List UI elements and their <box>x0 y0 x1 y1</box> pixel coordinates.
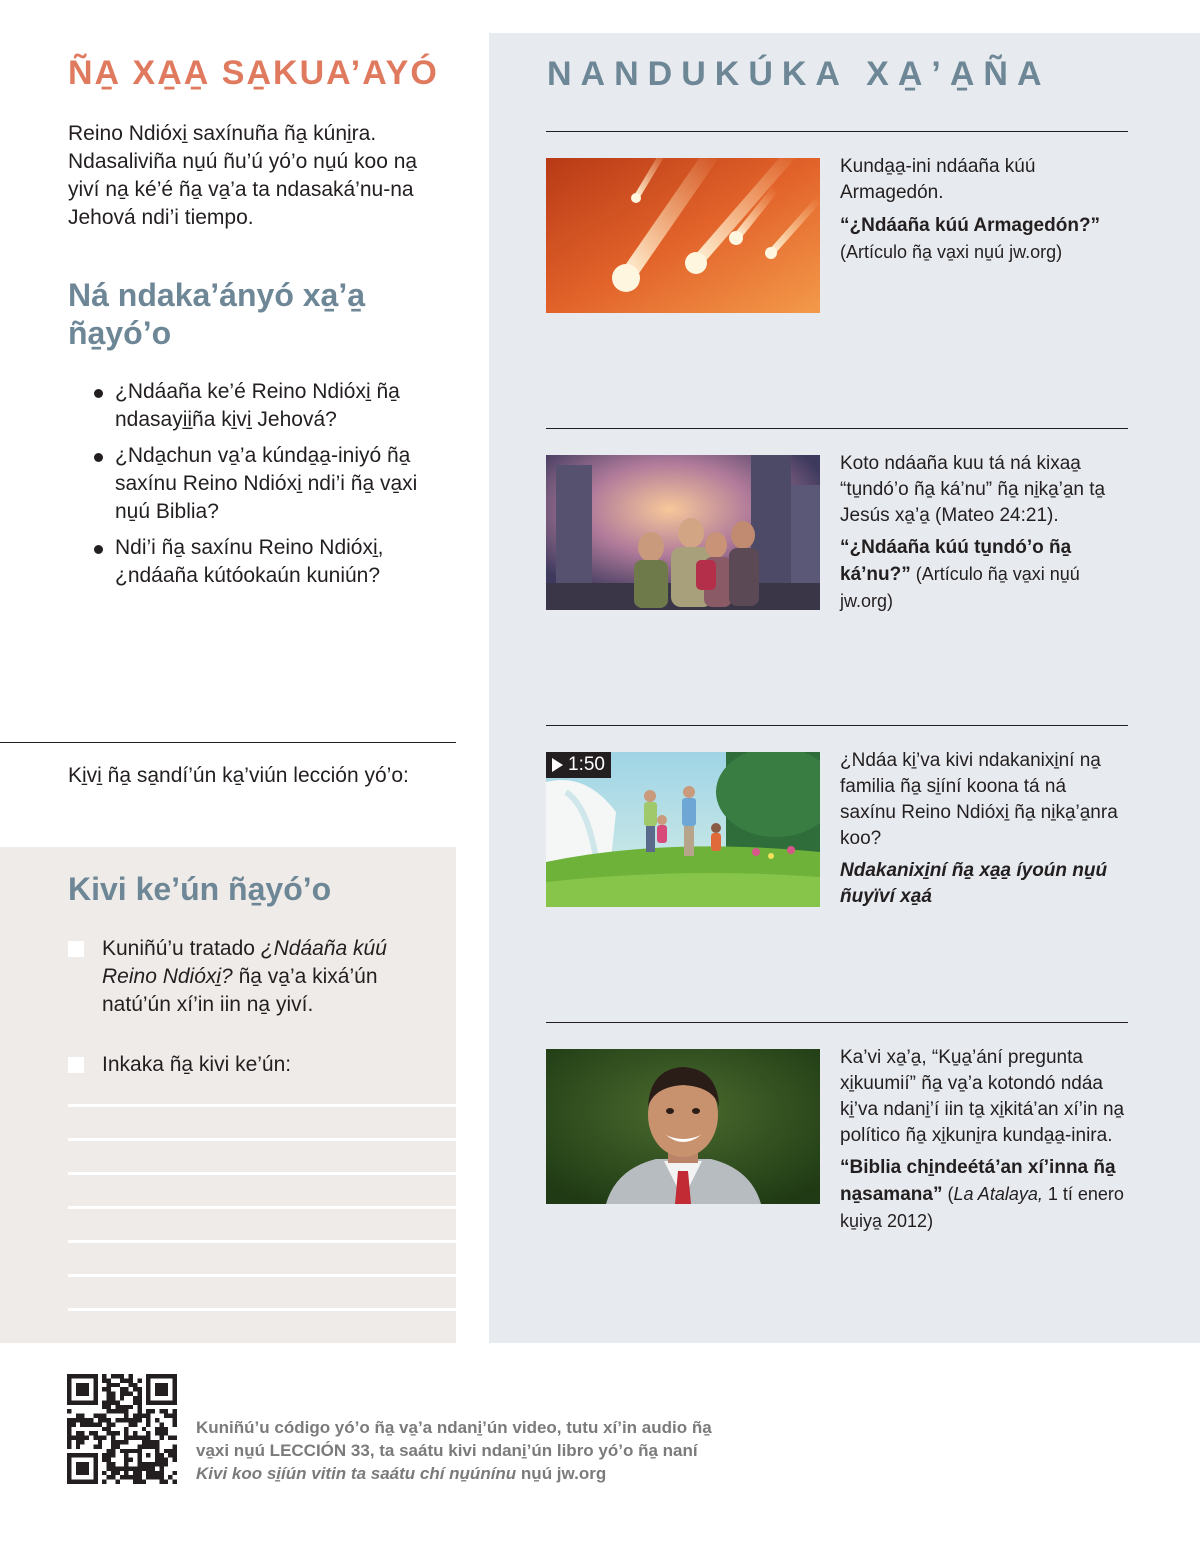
footer-text: Kuniñú’u código yó’o ña̱ va̱’a ndani̱’ún video, tutu xí’in audio ña̱ va̱xi nu̱ú LECCIÓN 33, ta saátu kivi ndani̱’ún libro yó’o ña̱ naní Kivi koo si̱íún vitin ta saátu chí nu̱únínu nu̱ú jw.org <box>196 1418 712 1483</box>
assignment-item-text: Kuniñú’u tratado ¿Ndáaña kúú Reino Ndióxi̱? ña̱ va̱’a kixá’ún natú’ún xí’in iin na̱ yiví. <box>102 937 387 1016</box>
resource-description: Kunda̱a̱-ini ndáaña kúú Armagedón. <box>840 156 1036 203</box>
resource-item-article <box>840 1045 1125 1235</box>
writing-line[interactable] <box>68 1206 456 1209</box>
summary-text: Reino Ndióxi̱ saxínuña ña̱ kúni̱ra. Ndasaliviña nu̱ú ñu’ú yó’o nu̱ú koo na̱ yiví na̱ ké’é ña̱ va̱’a ta ndasaká’nu-na Jehová ndi’i tiempo. <box>68 122 418 229</box>
assignment-item-text: Inkaka ña̱ kivi ke’ún: <box>102 1053 292 1076</box>
explore-title: NANDUKÚKA XA̱’A̱ÑA <box>547 55 1051 93</box>
review-questions <box>92 378 447 598</box>
writing-line[interactable] <box>68 1274 456 1277</box>
resource-description: Ka’vi xa̱’a̱, “Ku̱a̱’ání pregunta xi̱kuumií” ña̱ va̱’a kotondó ndáa ki̱’va ndani̱’í iin ta̱ xi̱kitá’an xí’in na̱ político ña̱ xi̱kuni̱ra kunda̱a̱-inira. <box>840 1047 1125 1146</box>
meteors-image[interactable] <box>546 158 820 313</box>
checkbox[interactable] <box>68 1057 84 1073</box>
resource-item-tribulation <box>840 451 1125 615</box>
resource-reference[interactable]: Ndakanixi̱ní ña̱ xa̱a̱ íyoún nu̱ú ñuyïví xa̱á <box>840 860 1108 907</box>
checkbox[interactable] <box>68 941 84 957</box>
qr-code-icon <box>67 1374 177 1484</box>
qr-code[interactable] <box>67 1374 177 1484</box>
resource-description: ¿Ndáa ki̱’va kivi ndakanixi̱ní na̱ familia ña̱ si̱íní koona tá ná saxínu Reino Ndióxi̱ ña̱ ni̱ka̱’a̱nra koo? <box>840 750 1118 849</box>
writing-line[interactable] <box>68 1308 456 1311</box>
divider <box>0 742 456 743</box>
left-column <box>0 0 456 1343</box>
video-thumbnail[interactable] <box>546 752 820 907</box>
assignment-item-other <box>68 1051 438 1079</box>
completion-date-label: Ki̱vi̱ ña̱ sa̱ndí’ún ka̱’viún lección yó’o: <box>68 764 409 787</box>
divider <box>546 428 1128 429</box>
resource-item-video <box>840 748 1125 910</box>
writing-line[interactable] <box>68 1104 456 1107</box>
video-duration-badge: 1:50 <box>546 752 611 778</box>
assignment-box <box>0 847 456 1343</box>
assignment-item-tract <box>68 935 438 1019</box>
resource-reference[interactable]: “¿Ndáaña kúú tu̱ndó’o ña̱ ká’nu?” (Artículo ña̱ va̱xi nu̱ú jw.org) <box>840 537 1080 611</box>
explore-panel <box>489 33 1200 1343</box>
divider <box>546 1022 1128 1023</box>
resource-reference[interactable]: “Biblia chi̱ndeétá’an xí’inna ña̱ na̱samana” (La Atalaya, 1 tí enero ku̱iya̱ 2012) <box>840 1157 1124 1231</box>
writing-line[interactable] <box>68 1138 456 1141</box>
review-question: ¿Nda̱chun va̱’a kúnda̱a̱-iniyó ña̱ saxínu Reino Ndióxi̱ ndi’i ña̱ va̱xi nu̱ú Biblia? <box>92 442 447 526</box>
play-icon <box>552 758 563 772</box>
writing-line[interactable] <box>68 1240 456 1243</box>
resource-description: Koto ndáaña kuu tá ná kixaa̱ “tu̱ndó’o ña̱ ká’nu” ña̱ ni̱ka̱’a̱n ta̱ Jesús xa̱’a̱ (Mateo 24:21). <box>840 453 1106 526</box>
great-tribulation-image[interactable] <box>546 455 820 610</box>
family-city-illustration <box>546 455 820 610</box>
review-question: ¿Ndáaña ke’é Reino Ndióxi̱ ña̱ ndasayi̱i̱ña ki̱vi̱ Jehová? <box>92 378 447 434</box>
man-portrait-illustration <box>546 1049 820 1204</box>
review-question: Ndi’i ña̱ saxínu Reino Ndióxi̱, ¿ndáaña kútóokaún kuniún? <box>92 534 447 590</box>
divider <box>546 131 1128 132</box>
man-portrait-image[interactable] <box>546 1049 820 1204</box>
resource-item-armageddon <box>840 154 1125 266</box>
meteors-illustration <box>546 158 820 313</box>
assignment-title: Kivi ke’ún ña̱yó’o <box>68 871 332 907</box>
writing-line[interactable] <box>68 1172 456 1175</box>
review-title: Ná ndaka’ányó xa̱’a̱ ña̱yó’o <box>68 277 366 351</box>
divider <box>546 725 1128 726</box>
summary-title: ÑA̱ XA̱A̱ SA̱KUA’AYÓ <box>68 54 439 92</box>
resource-reference[interactable]: “¿Ndáaña kúú Armagedón?” (Artículo ña̱ va̱xi nu̱ú jw.org) <box>840 215 1101 262</box>
